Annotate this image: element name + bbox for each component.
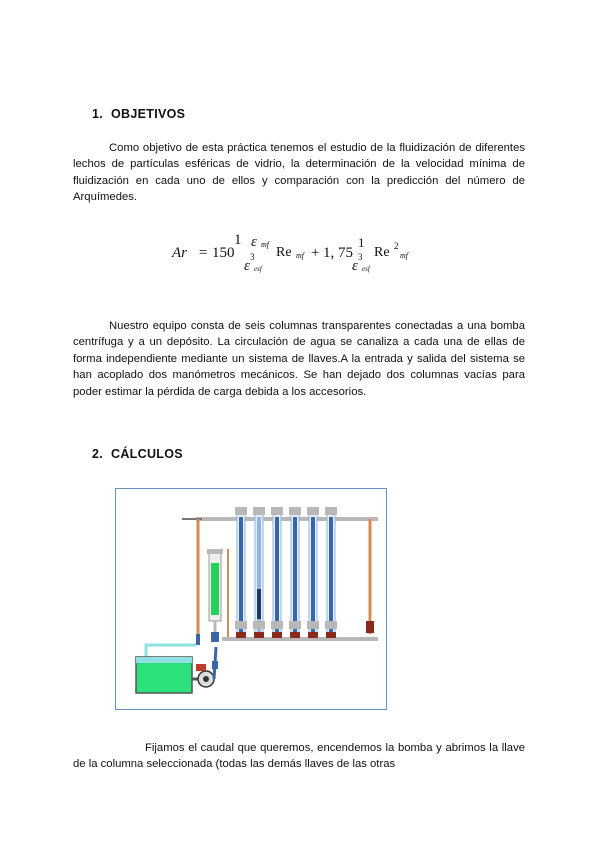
eq-lhs: Ar: [172, 245, 187, 261]
return-valve: [366, 621, 374, 633]
eq-re-right: Re: [374, 245, 390, 260]
eq-sub-mf-re: mf: [296, 251, 304, 260]
return-line-to-tank: [146, 645, 196, 657]
tank-water-surface: [136, 657, 192, 663]
eq-epsilon-esf: ε: [244, 258, 250, 274]
eq-epsilon-esf-right: ε: [352, 258, 358, 274]
fluidization-setup-illustration: [116, 489, 386, 709]
eq-coef-150: 150: [212, 245, 235, 261]
eq-sub-mf-right: mf: [400, 251, 408, 260]
equipment-diagram: [115, 488, 387, 710]
section-number: 1.: [92, 107, 104, 121]
column-5: [307, 507, 319, 638]
section-heading-calculos: [92, 447, 183, 461]
section-number: 2.: [92, 447, 104, 461]
column-3: [271, 507, 283, 638]
column-4: [289, 507, 301, 638]
pump-switch: [196, 664, 206, 671]
discharge-valve: [212, 661, 218, 669]
paragraph-text: Nuestro equipo consta de seis columnas transparentes conectadas a una bomba centrífuga y a un depósito. La circulación de agua se canaliza a cada una de ellas de forma independiente mediante un sistema de llaves.A la entrada y salida del sistema se han acoplado dos manómetros mecánicos. Se han dejado dos columnas vacías para poder estimar la pérdida de carga debida a los accesorios.: [73, 320, 525, 398]
column-1: [235, 507, 247, 638]
eq-one-left: 1: [234, 232, 242, 248]
eq-sq: 2: [394, 241, 399, 251]
pump-hub: [203, 676, 209, 682]
paragraph-objetivos: [73, 140, 525, 206]
section-heading-objetivos: [92, 107, 185, 121]
eq-epsilon-mf: ε: [251, 234, 257, 250]
section-title: CÁLCULOS: [111, 447, 183, 461]
rotameter-blue-valve: [211, 632, 219, 642]
rotameter-fluid: [211, 563, 219, 615]
eq-one-right: 1: [358, 235, 365, 250]
archimedes-equation: [172, 232, 422, 282]
eq-plus: +: [311, 245, 320, 261]
section-title: OBJETIVOS: [111, 107, 186, 121]
paragraph-calculos: [73, 740, 525, 773]
eq-sub-esf-right: esf: [362, 265, 370, 273]
column-6: [325, 507, 337, 638]
eq-sub-esf: esf: [254, 265, 262, 273]
eq-coef-175: 1, 75: [323, 245, 353, 261]
rotameter-top-cap: [207, 549, 223, 554]
paragraph-equipo: [73, 318, 525, 400]
eq-cube-right: 3: [358, 252, 363, 262]
column-2: [253, 507, 265, 638]
eq-equals: =: [199, 245, 208, 261]
eq-re-left: Re: [276, 245, 292, 260]
eq-cube-left: 3: [250, 252, 255, 262]
paragraph-text: Fijamos el caudal que queremos, encendemos la bomba y abrimos la llave de la columna seleccionada (todas las demás llaves de las otras: [73, 742, 525, 771]
eq-sub-mf: mf: [261, 240, 269, 249]
paragraph-text: Como objetivo de esta práctica tenemos el estudio de la fluidización de diferentes lechos de partículas esféricas de vidrio, la determinación de la velocidad mínima de fluidización en cada uno de ellos y comparación con la predicción del número de Arquímedes.: [73, 142, 525, 204]
